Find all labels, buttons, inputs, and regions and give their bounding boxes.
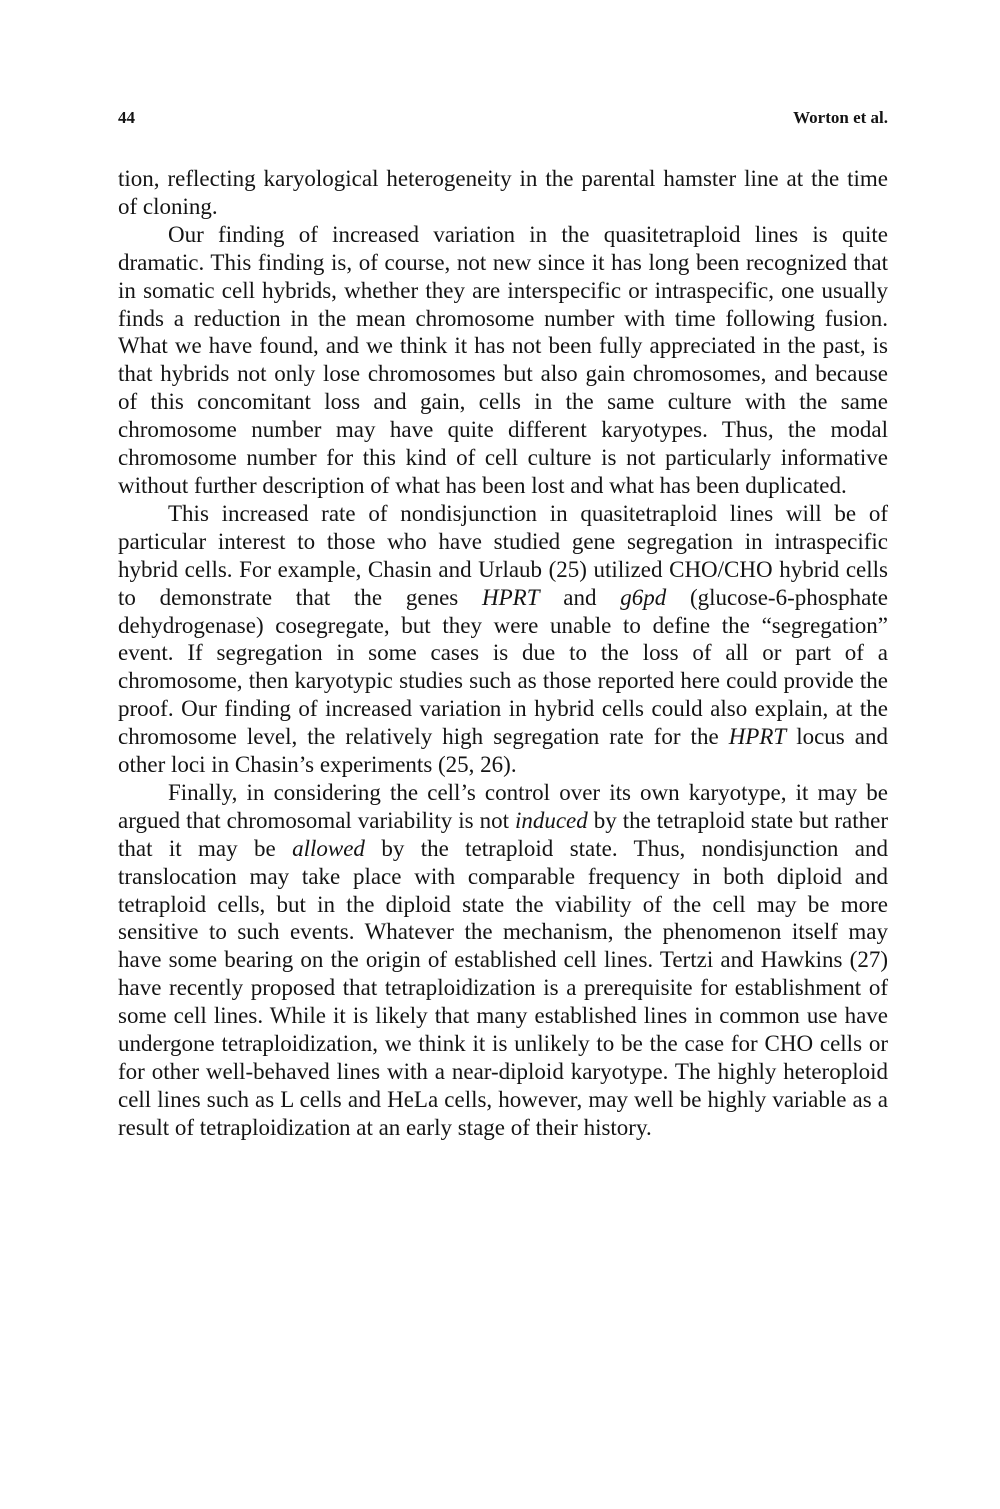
paragraph-nondisjunction-hybrids bbox=[118, 500, 888, 779]
running-head: Worton et al. bbox=[793, 108, 888, 127]
text-run: Our finding of increased variation in the quasitetraploid lines is quite dramatic. This finding is, of course, not new since it has long been recognized that in somatic cell hybrids, whether they are interspecific or intraspecific, one usually finds a reduction in the mean chromosome number with time following fusion. What we have found, and we think it has not been fully appreciated in the past, is that hybrids not only lose chromosomes but also gain chromosomes, and because of this concomitant loss and gain, cells in the same culture with the same chromosome number may have quite different karyotypes. Thus, the modal chromosome number for this kind of cell culture is not particularly informative without further description of what has been lost and what has been duplicated. bbox=[118, 221, 888, 498]
paragraph-quasitetraploid-variation bbox=[118, 221, 888, 500]
text-run: This increased rate of nondisjunction in quasitetraploid lines will be of particular interest to those who have studied gene segregation in intraspecific hybrid cells. For example, Chasin and Urlaub (25) utilized CHO/CHO hybrid cells to demonstrate that the genes bbox=[118, 500, 888, 610]
text-run: by the tetraploid state. Thus, nondisjunction and translocation may take place with comparable frequency in both diploid and tetraploid cells, but in the diploid state the viability of the cell may be more sensitive to such events. Whatever the mechanism, the phenomenon itself may have some bearing on the origin of established cell lines. Tertzi and Hawkins (27) have recently proposed that tetraploidization is a prerequisite for establishment of some cell lines. While it is likely that many established lines in common use have undergone tetraploidization, we think it is unlikely to be the case for CHO cells or for other well-behaved lines with a near-diploid karyotype. The highly heteroploid cell lines such as L cells and HeLa cells, however, may well be highly variable as a result of tetraploidization at an early stage of their history. bbox=[118, 835, 888, 1140]
italic-term: allowed bbox=[292, 835, 365, 861]
italic-term: HPRT bbox=[482, 584, 540, 610]
italic-term: g6pd bbox=[620, 584, 667, 610]
text-run: (glucose-6-phosphate dehydrogenase) cosegregate, but they were unable to define the “segregation” event. If segregation in some cases is due to the loss of all or part of a chromosome, then karyotypic studies such as those reported here could provide the proof. Our finding of increased variation in hybrid cells could also explain, at the chromosome level, the relatively high segregation rate for the bbox=[118, 584, 888, 750]
paragraph-continued bbox=[118, 165, 888, 221]
page-header bbox=[118, 108, 888, 132]
body-text bbox=[118, 165, 888, 1142]
italic-term: induced bbox=[514, 807, 588, 833]
text-run: locus and other loci in Chasin’s experiments (25, 26). bbox=[118, 724, 888, 778]
text-run: tion, reflecting karyological heterogeneity in the parental hamster line at the time of cloning. bbox=[118, 166, 888, 219]
paragraph-karyotype-control bbox=[118, 779, 888, 1142]
italic-term: HPRT bbox=[728, 724, 787, 750]
text-run: and bbox=[539, 584, 621, 610]
text-run: by the tetraploid state but rather that it may be bbox=[118, 807, 889, 861]
page-number: 44 bbox=[118, 108, 135, 127]
text-run: Finally, in considering the cell’s control over its own karyotype, it may be argued that chromosomal variability is not bbox=[118, 779, 888, 833]
